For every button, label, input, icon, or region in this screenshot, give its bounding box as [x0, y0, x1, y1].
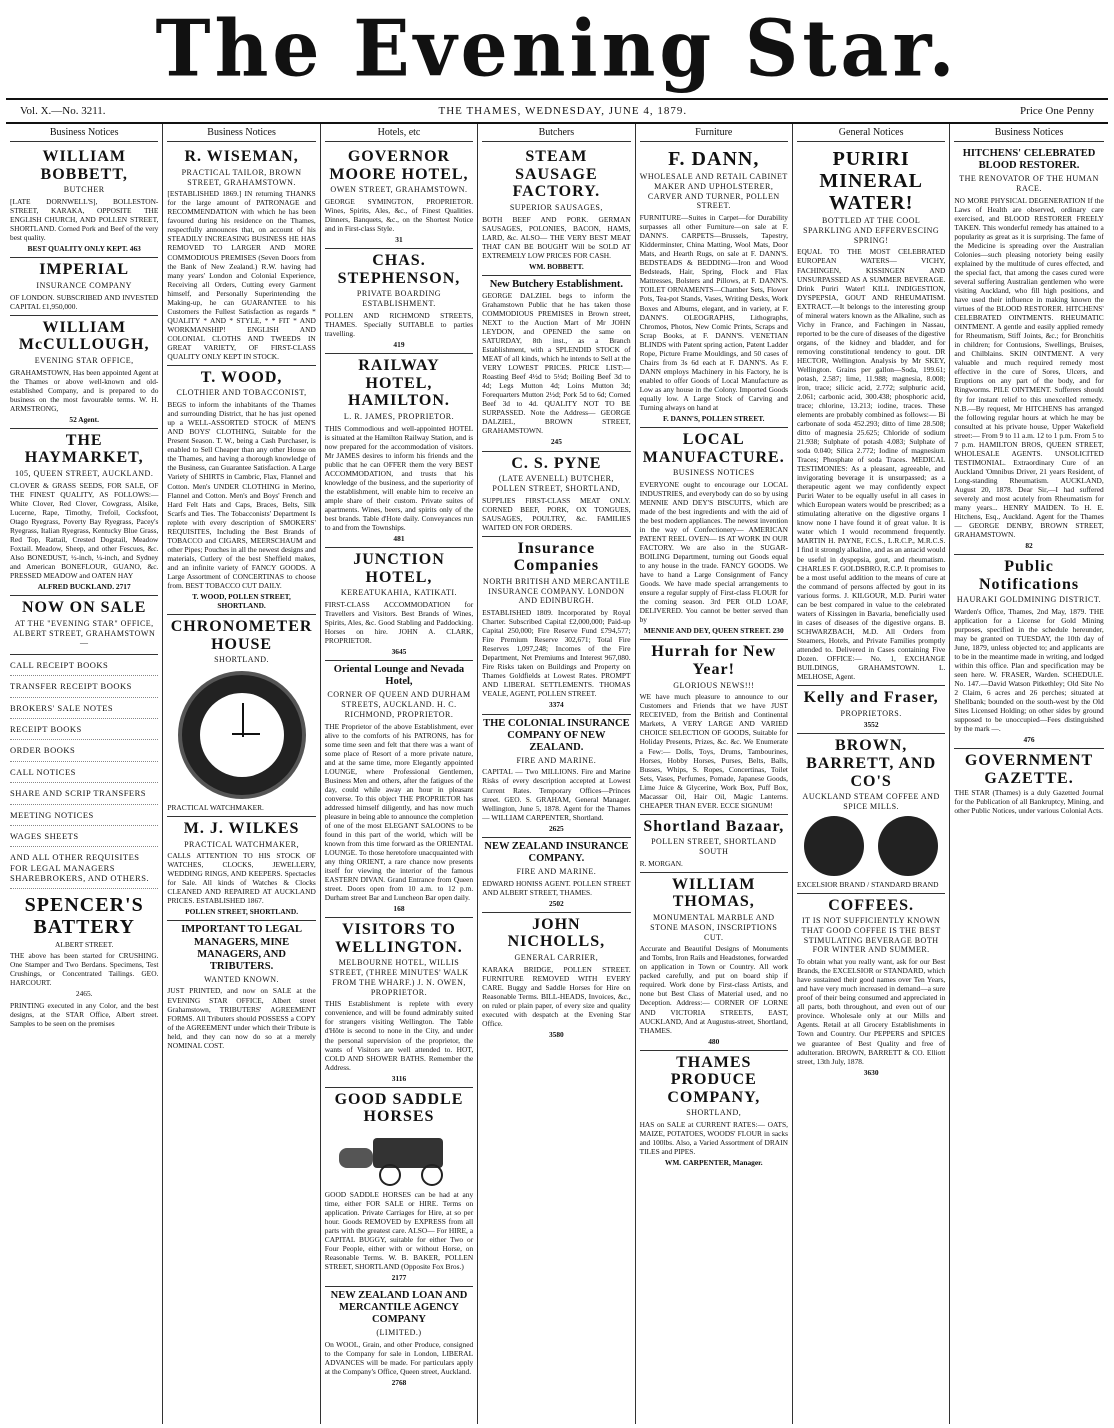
ad-subtitle: WANTED KNOWN. [204, 974, 280, 984]
column-5 [636, 124, 793, 1424]
ad-footer: POLLEN STREET, SHORTLAND. [185, 907, 299, 917]
ad-subtitle: WHOLESALE AND RETAIL CABINET MAKER AND UPHOLSTERER, CARVER AND TURNER, POLLEN STREET. [639, 172, 788, 211]
advertisement [325, 661, 473, 918]
list-item: TRANSFER RECEIPT BOOKS [10, 676, 158, 697]
horse-carriage-icon [339, 1130, 459, 1186]
advertisement [167, 615, 315, 817]
ad-title: NOW ON SALE [21, 599, 147, 617]
ad-title: CHAS. STEPHENSON, [337, 252, 461, 287]
ad-subtitle: SUPERIOR SAUSAGES, [509, 202, 603, 212]
advertisement [954, 555, 1103, 749]
ad-title: THE COLONIAL INSURANCE COMPANY OF NEW ZEALAND. [483, 717, 630, 753]
advertisement [482, 452, 630, 537]
ad-subtitle: BOTTLED AT THE COOL SPARKLING AND EFFERVESCING SPRING! [803, 216, 940, 245]
ad-sub: ALBERT STREET. [54, 940, 114, 950]
ad-body: ESTABLISHED 1809. Incorporated by Royal Charter. Subscribed Capital £2,000,000; Paid-up Capital 250,000; Fire Reserve Fund £794,577; Fire Premium Reserve 302,671; Total Fire Reserves 1,097,248; Incomes of the Fire Department, Net Premiums and Interest 967,080. Fire Risks taken on Buildings and Property on Thames Goldfields at Lowest Rates. PROMPT AND LIBERAL SETTLEMENTS. THOMAS VEALE, AGENT, POLLEN STREET. [482, 608, 631, 699]
price: Price One Penny [1020, 105, 1094, 117]
ad-footer: MENNIE AND DEY, QUEEN STREET. 230 [643, 626, 784, 636]
ad-subtitle: AT THE "EVENING STAR" OFFICE, ALBERT STREET, GRAHAMSTOWN— [13, 618, 156, 648]
list-item: WAGES SHEETS [10, 826, 158, 847]
ad-footer: 2177 [391, 1273, 407, 1283]
ad-title: T. WOOD, [200, 368, 283, 386]
ad-body: THE STAR (Thames) is a duly Gazetted Journal for the Publication of all Bankruptcy, Mining, and other Public Notices, under various Colonial Acts. [954, 787, 1104, 815]
ad-title: WILLIAM THOMAS, [672, 875, 756, 911]
ad-foot: 2465. [75, 989, 93, 999]
ad-subtitle: POLLEN STREET, SHORTLAND SOUTH [651, 837, 777, 857]
ad-title: COFFEES. [828, 896, 915, 914]
ad-body: NO MORE PHYSICAL DEGENERATION If the Laws of Health are observed, ordinary care exercised, and BLOOD RESTORER FREELY TAKEN. This wonderful remedy has attained to a popularity as great as it is surprising. The fame of the Medicine is spreading over the Australian Colonies—such pleasing notoriety being easily explained by the multitude of cures effected, and the special fact, that among the cases cured were several suffering Australian gentlemen who were visiting Auckland, who fill high positions, and have used their influence in making known the virtues of the BLOOD RESTORER. HITCHENS' CELEBRATED OINTMENTS. RHEUMATIC OINTMENT. A gentle and easily applied remedy for Rheumatism, Stiff Joints, &c.; for Bronchitis in children; for Contusions, Swellings, Bruises, and Chilblains. SKIN OINTMENT. A very valuable and much required remedy most effective in the cure of Sores, Ulcers, and Eruptions on any part of the body, and for Ringworms. PILE OINTMENT. Sufferers should fly for instant relief to this unexcelled remedy. N.B.—By request, Mr HITCHENS has arranged the following regular hours at which he may be consulted at his private house, Upper Wakefield street:— From 9 to 11 a.m. 12 to 1 p.m. From 5 to 7 p.m. HAMILTON BROS, QUEEN STREET, WHOLESALE AGENTS. UNSOLICITED TESTIMONIAL. Extraordinary Cure of an Auckland 'Omnibus Driver, 21 years Resident, of Long-standing Rheumatism. AUCKLAND, August 20, 1878. Dear Sir,—I had suffered severely and most acutely from Rheumatism for many years... HENRY MAIDEN. To H. E. Hitchens, Esq., Auckland. Agent for the Thames— GEORGE DENBY, BROWN STREET, GRAHAMSTOWN. [954, 195, 1104, 539]
advertisement [797, 686, 945, 734]
ad-body: To obtain what you really want, ask for our Best Brands, the EXCELSIOR or STANDARD, which have sustained their good names over Ten Years, and have very much increased in demand—a sure proof of their being consumed and appreciated in all parts, both throughout, and even out of our province. Wholesale only at our Mills and Agents. Retail at all Grocery Establishments in Town and Country. Our PEPPERS and SPICES we guarantee of Best Quality and free of adulteration. BROWN, BARRETT & CO. Elliott street, 13th July, 1878. [796, 957, 946, 1066]
ad-body: R. MORGAN. [639, 858, 683, 868]
ad-title: NEW ZEALAND INSURANCE COMPANY. [484, 840, 629, 864]
ad-title: GOVERNOR MOORE HOTEL, [329, 148, 469, 183]
ad-footer: 3116 [391, 1073, 407, 1083]
ad-subtitle: FIRE AND MARINE. [516, 755, 597, 765]
advertisement [797, 145, 945, 686]
columns [6, 124, 1108, 1424]
advertisement [482, 913, 630, 1043]
ad-title: GOVERNMENT GAZETTE. [964, 752, 1094, 788]
ad-footer: 2768 [391, 1378, 407, 1388]
ad-subtitle: CLOTHIER AND TOBACCONIST, [176, 388, 307, 398]
advertisement [797, 734, 945, 893]
advertisement [10, 889, 158, 1033]
advertisement [325, 354, 473, 548]
advertisement [640, 640, 788, 814]
ad-title: Insurance Companies [513, 539, 600, 575]
ad-subtitle: SHORTLAND, [686, 1108, 742, 1118]
list-item: MEETING NOTICES [10, 805, 158, 826]
ad-body: On WOOL, Grain, and other Produce, consigned to the Company for sale in London, LIBERAL ADVANCES will be made. For particulars apply at the Company's Office, Queen street, Auckland. [324, 1340, 474, 1377]
ad-title: IMPERIAL [39, 261, 130, 279]
advertisement [167, 921, 315, 1053]
ad-footer: 2502 [548, 898, 564, 908]
column-heading: General Notices [797, 124, 945, 142]
ad-footer: 3580 [548, 1029, 564, 1039]
ad-title: F. DANN, [668, 148, 760, 171]
ad-body: THIS Commodious and well-appointed HOTEL is situated at the Hamilton Railway Station, and is now prepared for the accommodation of visitors. Mr JAMES desires to inform his friends and the public that he can OFFER them the very BEST ACCOMMODATION, and trusts that his knowledge of the business, and the superiority of the establishment, will enable him to receive an ample share of their custom. Private suites of apartments. Wines, beers, and spirits only of the best brands. Table d'Hote daily. Conveyances run to and from the Townships. [324, 423, 474, 532]
ad-subtitle: CORNER OF QUEEN AND DURHAM STREETS, AUCKLAND. H. C. RICHMOND, PROPRIETOR. [327, 690, 471, 719]
ad-body: [LATE DORNWELL'S], BOLLESTON-STREET, KARAKA, OPPOSITE THE ENGLISH CHURCH, AND POLLEN STREET, SHORTLAND. Corned Pork and Beef of the very best quality. [10, 197, 159, 243]
ad-body: GRAHAMSTOWN, Has been appointed Agent at the Thames or above well-known and old-established Company, and is prepared to do business on the most favourable terms. W. H. ARMSTRONG, [10, 367, 159, 413]
ad-footer: WM. CARPENTER, Manager. [664, 1158, 763, 1168]
ad-body: Accurate and Beautiful Designs of Monuments and Tombs, Iron Rails and Headstones, forwarded on application in Town or Country. All work packed carefully, and put on board ship if required. Work done by First-class Artists, and none but Best Class of Material used, and no Deception. Address:— CORNER OF LORNE AND VICTORIA STREETS, EAST, AUCKLAND, And at Augustus-street, Shortland, THAMES. [639, 944, 788, 1035]
ad-footer: WM. BOBBETT. [529, 261, 584, 271]
ad-subtitle: THE RENOVATOR OF THE HUMAN RACE. [959, 174, 1099, 194]
ad-footer: 3552 [863, 720, 879, 730]
volume-number: Vol. X.—No. 3211. [20, 105, 106, 117]
ad-subtitle: FIRE AND MARINE. [516, 866, 597, 876]
ad-body: EXCELSIOR BRAND / STANDARD BRAND [796, 879, 939, 889]
ad-body: CLOVER & GRASS SEEDS, FOR SALE, OF THE FINEST QUALITY, AS FOLLOWS:— White Clover, Red Clover, Cowgrass, Alsike, Lucerne, Rape, Timothy, Trefoil, Cocksfoot, Otago Ryegrass, Poverty Bay Ryegrass, Pacey's Ryegrass, Italian Ryegrass, Kentucky Blue Grass, Red Top, Rattail, Crested Dogstail, Meadow Foxtail. Meadow, Sheep, and other Fescues, &c. Also BONEDUST, ½-inch, ¼-inch, and Sydney and American BONEFLOUR, GUANO, &c. PRESSED MEADOW and OATEN HAY [10, 480, 159, 581]
ad-body: THE above has been started for CRUSHING. One Stamper and Two Berdans. Specimens, Test Crushings, or Concentrated Tailings. GEO. HARCOURT. [10, 951, 159, 988]
ad-subtitle: OWEN STREET, GRAHAMSTOWN. [330, 185, 468, 195]
ad-title: PURIRI MINERAL WATER! [819, 148, 923, 215]
ad-subtitle: BUSINESS NOTICES [672, 468, 755, 478]
ad-subtitle: MELBOURNE HOTEL, WILLIS STREET, (THREE MINUTES' WALK FROM THE WHARF.) J. N. OWEN, PROPRIETOR. [329, 958, 469, 997]
ad-subtitle: BUTCHER [63, 185, 105, 195]
ad-subtitle: IT IS NOT SUFFICIENTLY KNOWN THAT GOOD COFFEE IS THE BEST STIMULATING BEVERAGE BOTH FOR WINTER AND SUMMER. [801, 916, 941, 955]
ad-body: BOTH BEEF AND PORK. GERMAN SAUSAGES, POLONIES, BACON, HAMS, LARD, &c. ALSO— THE VERY BEST MEAT THAT CAN BE BOUGHT Will be SOLD AT EXTREMELY LOW PRICES FOR CASH. [482, 214, 631, 260]
ad-title: WILLIAM McCULLOUGH, [18, 318, 150, 354]
ad-title: IMPORTANT TO LEGAL MANAGERS, MINE MANAGERS, AND TRIBUTERS. [181, 924, 302, 972]
ad-footer: ALFRED BUCKLAND. 2717 [37, 582, 131, 592]
ad-footer: 481 [393, 534, 405, 543]
advertisement [797, 894, 945, 1081]
ad-body: CAPITAL — Two MILLIONS. Fire and Marine Risks of every description accepted at Lowest Current Rates. Temporary Offices—Princes street. GEO. S. GRAHAM, General Manager. Wellington, June 5, 1878. Agent for the Thames— WILLIAM CARPENTER, Shortland. [482, 767, 631, 822]
ad-title: Public Notifications [978, 558, 1080, 593]
ad-body: FIRST-CLASS ACCOMMODATION for Travellers and Visitors. Best Brands of Wines, Spirits, Ales, &c. Good Stabling and Paddocking. Horses on hire. JOHN A. CLARK, PROPRIETOR. [324, 599, 474, 646]
issue-date: THE THAMES, WEDNESDAY, JUNE 4, 1879. [438, 105, 688, 117]
advertisement [640, 873, 788, 1051]
ad-title: THE HAYMARKET, [24, 431, 144, 467]
ad-body: WE have much pleasure to announce to our Customers and Friends that we have JUST RECEIVED, from the British and Continental Markets, A VERY LARGE AND VARIED CHOICE SELECTION OF GOODS, Suitable for Holiday Presents, Prizes, &c. &c. We Enumerate a Few:— Dolls, Toys, Drums, Tambourines, Horses, Hobby Horses, Purses, Belts, Balls, Busses, Whips, S. Ropes, Concertinas, Toilet Sets, Vases, Perfumes, Pomade, Japanese Goods, Lime Juice & Glycerine, Work Box, Puff Box, Macassar Oil, Hair Oil, Magic Lanterns. CHEAPER THAN EVER. ECCE SIGNUM! [639, 692, 788, 810]
ad-footer: BEST QUALITY ONLY KEPT. 463 [27, 244, 141, 254]
list-item: ORDER BOOKS [10, 740, 158, 761]
ad-title: Shortland Bazaar, [643, 817, 785, 835]
ad-body: HAS on SALE at CURRENT RATES:— OATS, MAIZE, POTATOES, WOODS' FLOUR in sacks and 100lbs. Also, a Varied Assortment of DRAIN TILES and PIPES. [639, 1120, 788, 1157]
ad-title: RAILWAY HOTEL, HAMILTON. [348, 357, 450, 410]
ad-footer: 476 [1023, 735, 1035, 745]
ad-subtitle: PRIVATE BOARDING ESTABLISHMENT. [356, 289, 442, 309]
ad-footer: 3630 [863, 1067, 879, 1077]
list-item: RECEIPT BOOKS [10, 719, 158, 740]
advertisement [10, 429, 158, 596]
excelsior-seal-icon [804, 816, 864, 876]
ad-footer: T. WOOD, POLLEN STREET, SHORTLAND. [192, 591, 291, 610]
ad-subtitle: EVENING STAR OFFICE, [34, 355, 134, 365]
advertisement [167, 145, 315, 366]
advertisement [482, 537, 630, 715]
ad-extra: PRINTING executed in any Color, and the best designs, at the STAR Office, Albert street. Samples to be seen on the premises [10, 1000, 159, 1028]
advertisement [954, 145, 1103, 555]
ad-title: GOOD SADDLE HORSES [334, 1090, 464, 1126]
list-item: AND ALL OTHER REQUISITES FOR LEGAL MANAGERS SHAREBROKERS, AND OTHERS. [10, 847, 158, 889]
ad-title: M. J. WILKES [183, 819, 300, 837]
advertisement [482, 838, 630, 913]
ad-title: WILLIAM BOBBETT, [40, 148, 128, 183]
ad-body: EVERYONE ought to encourage our LOCAL INDUSTRIES, and everybody can do so by using MENNIE AND DEY'S BISCUITS, which are made of the best ingredients and with the aid of the best modern appliances. The newest invention in the way of Confectionery— AMERICAN PATENT REEL OVEN— IS AT WORK IN OUR FACTORY. We are also in the SUGAR-BOILING Department, turning out Goods equal to any house in the trade. FANCY GOODS. We have to hand a Large Consignment of Fancy Goods. We have made special arrangements to ensure a regular supply of First-class FLOUR for the coming season. 3rd PER OLD LOAF, DELIVERED. You cannot be better served than by [639, 479, 788, 625]
ad-subtitle: GENERAL CARRIER, [514, 952, 599, 962]
column-heading: Hotels, etc [325, 124, 473, 142]
list-item: CALL NOTICES [10, 762, 158, 783]
advertisement [325, 918, 473, 1087]
ad-title: Kelly and Fraser, [803, 688, 939, 706]
advertisement [10, 145, 158, 258]
advertisement [482, 276, 630, 452]
advertisement [167, 817, 315, 922]
advertisement [10, 596, 158, 655]
column-1 [6, 124, 163, 1424]
ad-body: PRACTICAL WATCHMAKER. [167, 802, 264, 812]
ad-title: Hurrah for New Year! [651, 643, 777, 678]
list-item: CALL RECEIPT BOOKS [10, 655, 158, 676]
column-heading: Butchers [482, 124, 630, 142]
ad-subtitle: PRACTICAL TAILOR, BROWN STREET, GRAHAMSTOWN. [181, 167, 302, 187]
ad-subtitle: AUCKLAND STEAM COFFEE AND SPICE MILLS. [802, 792, 940, 811]
ad-body: JUST PRINTED, and now on SALE at the EVENING STAR OFFICE, Albert street Grahamstown, TRIBUTERS' AGREEMENT FORMS. All Tributers should POSSESS a COPY of the AGREEMENT under which their Tribute is held, and they can now do so at a merely NOMINAL COST. [167, 986, 316, 1050]
ad-subtitle: PROPRIETORS. [840, 708, 902, 718]
list-item: SHARE AND SCRIP TRANSFERS [10, 783, 158, 804]
column-heading: Business Notices [167, 124, 315, 142]
ad-subtitle: (LATE AVENELL) BUTCHER, POLLEN STREET, SHORTLAND, [492, 474, 621, 493]
advertisement [10, 258, 158, 315]
ad-subtitle: SHORTLAND. [214, 655, 270, 665]
ad-footer: 31 [395, 235, 403, 245]
ad-title: JUNCTION HOTEL, [353, 551, 445, 586]
ad-title: New Butchery Establishment. [489, 278, 624, 290]
advertisement [640, 1051, 788, 1172]
ad-body: OF LONDON. SUBSCRIBED AND INVESTED CAPITAL £1,950,000. [10, 292, 159, 311]
advertisement [325, 1287, 473, 1391]
ad-footer: F. DANN'S, POLLEN STREET. [663, 413, 765, 423]
ad-body: FURNITURE—Suites in Carpet—for Durability surpasses all other Furniture—on sale at F. DANN'S. CARPETS—Brussels, Tapestry, Kidderminster, China Matting, Wool Mats, Door Mats, and Hearth Rugs, on sale at F. DANN'S. BEDSTEADS & BEDDING—Iron and Wood Bedsteads, Hair, Spring, Flock and Flax Mattresses, Bolsters and Pillows, at F. DANN'S. TOILET ORNAMENTS—Chamber Sets, Flower Pots, Tea-pot Stands, Vases, Writing Desks, Work Boxes and Albums, elegant, and in variety, at F. DANN'S. OLEOGRAPHS, Lithographs, Chromos, Photos, New Comic Prints, Scraps and Scrap Books, at F. DANN'S. VENETIAN BLINDS with Patent spring action, Patent Ladder Rope, Picture Frame Mouldings, and 50 cases of Chairs from 3s 6d each at F. DANN'S. As F. DANN employs Machinery in his Factory, he is enabled to offer Goods of Local Manufacture as Low as any house in the Colony. Imported Goods equally low. A Large Stock of Carving and Turning always on hand at [639, 213, 788, 412]
ad-title: THAMES PRODUCE COMPANY, [667, 1053, 761, 1106]
coffee-brand-seals [797, 816, 945, 876]
ad-title: SPENCER'S BATTERY [24, 894, 144, 939]
clock-icon [178, 671, 306, 799]
ad-subtitle: 105, QUEEN STREET, AUCKLAND. [15, 469, 154, 479]
ad-title: NEW ZEALAND LOAN AND MERCANTILE AGENCY COMPANY [330, 1290, 468, 1326]
ad-body: KARAKA BRIDGE, POLLEN STREET. FURNITURE REMOVED WITH EVERY CARE. Buggy and Saddle Horses for Hire on Reasonable Terms. BILL-HEADS, Invoices, &c., on ruled or plain paper, of every size and quality executed with despatch at the Evening Star Office. [482, 964, 631, 1028]
advertisement [954, 749, 1103, 818]
ad-footer: 82 [1025, 541, 1033, 550]
ad-title: STEAM SAUSAGE FACTORY. [512, 148, 601, 201]
ad-footer: 2625 [548, 823, 564, 833]
advertisement [325, 249, 473, 354]
ad-body: EQUAL TO THE MOST CELEBRATED EUROPEAN WATERS— VICHY, FACHINGEN, KISSINGEN AND UNSURPASSED AS A SUMMER BEVERAGE. Drink Puriri Water! KILL INDIGESTION, DYSPEPSIA, GOUT AND RHEUMATISM. EXTRACT.—It belongs to the interesting group of mineral waters known as the Alkaline, such as Vichy in France, and Fachingen in Nassau, reported to be the cure of diseases of the digestive organs, of the kidney and bladder, and for removing constitutional tendency to gout. DR HECTOR, Wellington. Analysis by Mr SKEY, Wellington. Grains per gallon—Soda, 199.61; potash, 2.587; lime, 11.988; magnesia, 8.008; iron, trace; silicic acid, 2.772; sulphuric acid, 2.061; carbonic acid, 300.438; phosphoric acid, trace; chlorine, 13.213; iodine, traces. These elements are probably combined as follows:— Bi carbonate of soda 452.293; ditto of lime 28.508; ditto of magnesia 25.625; Chloride of sodium 21.938; Sulphate of potash 4.083; Sulphate of soda 0.040; Silica 2.772; Iodine of magnesium Traces; Phosphate of soda Traces. MEDICAL TESTIMONIES: As a pleasant, agreeable, and invigorating beverage it is unsurpassed; as a therapeutic agent we may confidently expect Puriri Water to be equally useful in all cases in which European waters would be prescribed; as a stimulating alterative on the digestive organs I know none I have found it of great value. It is water which I would recommend frequently. MARTIN H. PAYNE, F.C.S., L.R.C.P., M.R.C.S. I find it strongly alkaline, and as an antacid would be useful in dyspepsia, gout, and rheumatism. CHARLES F. GOLDSBRO, R.C.P. It promises to be a most useful addition to the means of cure at the command of persons affected by gout in its various forms. J. KILGOUR, M.D. Puriri water can be best compared in value to the celebrated waters of Kissingen in Bavaria, beneficially used in cases of diseases of the digestive organs. B. SCHWARZBACH, M.D. All Orders from Steamers, Hotels, and Private Families promptly attended to. Delivered in Cases containing Five Dozen. OFFICE:— No. 1, EXCHANGE BUILDINGS, GRAHAMSTOWN. L. MELHOSE, Agent. [796, 247, 946, 681]
masthead-title: The Evening Star. [155, 3, 959, 95]
ad-subtitle: HAURAKI GOLDMINING DISTRICT. [956, 595, 1102, 605]
ad-body: [ESTABLISHED 1869.] IN returning THANKS for the large amount of PATRONAGE and RECOMMENDATION with which he has been favoured during his residence on the Thames, respectfully announces that, on account of his STEADILY INCREASING BUSINESS HE HAS REMOVED TO LARGER AND MORE COMMODIOUS PREMISES (Seven Doors from the Bank of New Zealand.) R.W. having had many years' London and Colonial Experience, Receiving all Orders, Cutting every Garment himself, and Personally Superintending the Making-up, he can GUARANTEE to his Customers the Fullest Satisfaction as regards * QUALITY * AND * STYLE, * * FIT * AND WORKMANSHIP! ENGLISH AND COLONIAL CLOTHS AND TWEEDS IN GREAT VARIETY, OF FIRST-CLASS QUALITY ONLY KEPT IN STOCK. [167, 189, 316, 361]
ad-body: POLLEN AND RICHMOND STREETS, THAMES. Specially SUITABLE to parties travelling. [324, 310, 474, 339]
ad-body: GEORGE SYMINGTON, PROPRIETOR. Wines, Spirits, Ales, &c., of Finest Qualities. Dinners, Banquets, &c., on the Shortest Notice and in First-class Style. [324, 197, 474, 234]
ad-title: VISITORS TO WELLINGTON. [335, 921, 463, 956]
column-6 [793, 124, 950, 1424]
ad-body: BEGS to inform the inhabitants of the Thames and surrounding District, that he has just opened up a WELL-ASSORTED STOCK of MEN'S AND BOYS' CLOTHING, Suitable for the Present Season. T. W., being a Cash Purchaser, is enabled to Sell Cheaper than any other House on the Thames, and having a thorough knowledge of the Business, can Guarantee Satisfaction. A Large Variety of SHIRTS in Cambric, Flax, Flannel and Cotton. Men's UNDER CLOTHING in Merino, Flannel and Cotton. Men's and Boys' French and Hard Felt Hats and Caps, Braces, Belts, Silk Scarfs and Ties. The Tobacconists' Department Is replete with every description of SMOKERS' REQUISITES, Including the Best Brands of TOBACCO and CIGARS, MEERSCHAUM and other Pipes; Pouches in all the newest designs and materials, Cutlery of the best Sheffield makes, and an infinite variety of FANCY GOODS. A Large Assortment of CONCERTINAS to choose from. BEST TOBACCO CUT DAILY. [167, 400, 316, 590]
ad-subtitle: PRACTICAL WATCHMAKER, [184, 839, 300, 849]
advertisement [10, 316, 158, 429]
advertisement [640, 145, 788, 428]
ad-title: CHRONOMETER HOUSE [170, 617, 313, 653]
ad-title: Oriental Lounge and Nevada Hotel, [333, 664, 465, 688]
ad-title: LOCAL MANUFACTURE. [642, 430, 785, 466]
clock-illustration [167, 667, 315, 803]
ad-subtitle: INSURANCE COMPANY [36, 280, 132, 290]
ad-title: JOHN NICHOLLS, [507, 915, 606, 951]
ad-subtitle: MONUMENTAL MARBLE AND STONE MASON, INSCRIPTIONS CUT. [650, 913, 778, 942]
ad-footer: 3374 [548, 700, 564, 710]
ad-subtitle: L. R. JAMES, PROPRIETOR. [343, 411, 455, 421]
advertisement [325, 145, 473, 249]
standard-seal-icon [878, 816, 938, 876]
masthead [6, 0, 1108, 98]
column-heading: Furniture [640, 124, 788, 142]
ad-body: CALLS ATTENTION TO HIS STOCK OF WATCHES, CLOCKS, JEWELLERY, WEDDING RINGS, AND KEEPERS. Spectacles for Sale. All kinds of Watches & Clocks CLEANED AND REPAIRED AT AUCKLAND PRICES. ESTABLISHED 1867. [167, 851, 316, 906]
ad-title: R. WISEMAN, [184, 148, 299, 166]
column-7 [950, 124, 1107, 1424]
column-heading: Business Notices [954, 124, 1103, 142]
ad-subtitle: (LIMITED.) [376, 1328, 422, 1338]
ad-body: THE Proprietor of the above Establishment, ever alive to the comforts of his PATRONS, has for some time seen and felt that there was a want of some place of Resort of a more private nature, and at the same time, more Elegantly appointed LOUNGE, where Professional Gentlemen, Business Men and others, after the fatigues of the day, could while away an hour in pleasant converse. To this object THE PROPRIETOR has addressed himself diligently, and has now much pleasure in being able to announce the completion of one of the most ELEGANT SALOONS to be found in this part of the world, which will be known from this time forward as the ORIENTAL LOUNGE. To those heretofore unacquainted with any thing ORIENT, a rare chance now presents itself for viewing the interior of the famous EASTERN DIVAN. Grand Entrance from Queen street. Doors open from 10 a.m. to 12 p.m. Durham street Bar and Luncheon Bar open daily. [324, 721, 474, 903]
ad-subtitle: KEREATUKAHIA, KATIKATI. [340, 588, 458, 598]
ad-footer: 419 [393, 340, 405, 350]
dateline [6, 98, 1108, 124]
ad-body: GEORGE DALZIEL begs to inform the Grahamstown Public that he has taken those COMMODIOUS PREMISES in Brown street, NEXT to the Auction Mart of Mr JOHN LEYDON, and OPENED the same on SATURDAY, 8th inst., as a Branch Establishment, with a SPLENDID STOCK of MEAT of all kinds, which he intends to Sell at the VERY LOWEST PRICES. PRICE LIST:— Roasting Beef 4½d to 5½d; Boiling Beef 3d to 4d; Legs Mutton 4d; Loins Mutton 3d; Forequarters Mutton 2½d; Pork 5d to 6d; Corned Beef 3d to 4d. QUALITY NOT TO BE SURPASSED. Note the Address— GEORGE DALZIEL, BROWN STREET, GRAHAMSTOWN. [482, 290, 631, 436]
ad-footer: 480 [708, 1036, 720, 1046]
ad-footer: 52 Agent. [69, 414, 99, 424]
ad-title: HITCHENS' CELEBRATED BLOOD RESTORER. [962, 148, 1096, 172]
ad-footer: 245 [550, 437, 562, 447]
ad-subtitle: NORTH BRITISH AND MERCANTILE INSURANCE COMPANY. LONDON AND EDINBURGH. [483, 576, 630, 606]
advertisement [640, 815, 788, 873]
ad-footer: 3645 [391, 647, 407, 657]
ad-body: SUPPLIES FIRST-CLASS MEAT ONLY. CORNED BEEF, PORK, OX TONGUES, SAUSAGES, POULTRY, &c. FAMILIES WAITED ON FOR ORDERS. [482, 495, 631, 532]
ad-subtitle: GLORIOUS NEWS!!! [673, 680, 755, 690]
column-heading: Business Notices [10, 124, 158, 142]
ad-footer: 168 [393, 904, 405, 914]
advertisement [167, 366, 315, 615]
advertisement [482, 145, 630, 276]
column-3 [321, 124, 478, 1424]
advertisement [325, 1088, 473, 1288]
ad-body: THIS Establishment is replete with every convenience, and will be found admirably suited for strangers visiting Wellington. The Table d'Hôte is second to none in the City, and under the personal supervision of the proprietor, the wants of Visitors are well attended to. HOT, COLD AND SHOWER BATHS. Remember the Address. [324, 999, 474, 1072]
ad-title: C. S. PYNE [511, 454, 602, 472]
ad-body: Warden's Office, Thames, 2nd May, 1879. THE application for a License for Gold Mining purposes, specified in the schedule hereunder, may be granted on TUESDAY, the 10th day of June, 1879, unless objected to; and applicants are to be in the meantime made in writing, and lodged within this office. Plan and specification may be seen here. W. FRASER, Warden. SCHEDULE. No. 147.—David Watson Pitkethley; Old Site No 2 Claim, 6 acres and 26 perches; situated at Shellbank; bounded on the south-west by the Old Sites Licensed Holding; on other sides by ground supposed to be unoccupied—Fees distinguished by the mark —. [954, 606, 1104, 734]
ad-body: EDWARD HONISS AGENT. POLLEN STREET AND ALBERT STREET, THAMES. [482, 878, 631, 897]
ad-title: BROWN, BARRETT, AND CO'S [806, 737, 937, 790]
advertisement [482, 715, 630, 838]
advertisement [640, 428, 788, 640]
column-4 [478, 124, 635, 1424]
advertisement [325, 548, 473, 661]
column-2 [163, 124, 320, 1424]
ad-body: GOOD SADDLE HORSES can be had at any time, either FOR SALE or HIRE. Terms on application. Private Carriages for Hire, at so per hour. Goods REMOVED by EXPRESS from all parts with the greatest care. ALSO— For HIRE, a CAPITAL BUGGY, suitable for either Two or Four People, either with or without Horse, on Reasonable Terms. W. B. BAKER, POLLEN STREET, SHORTLAND (Opposite Fox Bros.) [324, 1189, 474, 1272]
list-item: BROKERS' SALE NOTES [10, 698, 158, 719]
